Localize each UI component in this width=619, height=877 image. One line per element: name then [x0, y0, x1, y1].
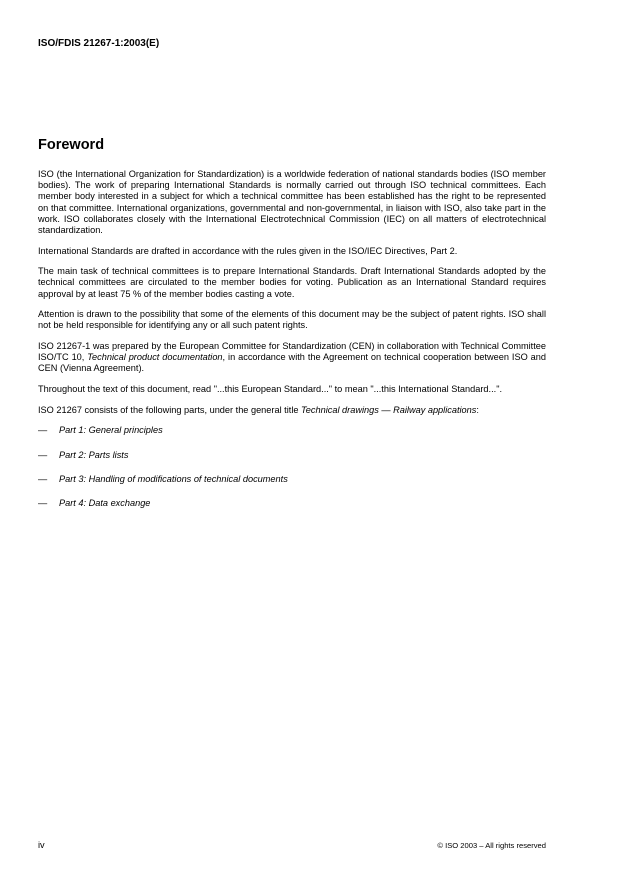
general-title: Technical drawings — Railway applications [301, 404, 477, 415]
parts-intro-text-after: : [476, 404, 479, 415]
paragraph-parts-intro [38, 405, 546, 416]
preparation-text-after: , in accordance with the Agreement on technical cooperation between ISO and CEN (Vienna Agreement). [38, 352, 546, 374]
paragraph-committee-task: The main task of technical committees is to prepare International Standards. Draft International Standards adopted by the technical committees are circulated to the member bodies for voting. Publication as an International Standard requires approval by at least 75 % of the member bodies casting a vote. [38, 266, 546, 299]
part-title: Part 2: Parts lists [59, 449, 129, 460]
parts-intro-text-before: ISO 21267 consists of the following parts, under the general title [38, 404, 302, 415]
page-number: iv [38, 840, 45, 850]
paragraph-reading-note: Throughout the text of this document, read "...this European Standard..." to mean "...this International Standard...". [38, 384, 503, 394]
preparation-text-before: ISO 21267-1 was prepared by the European Committee for Standardization (CEN) in collaboration with Technical Committee ISO/TC 10, [38, 341, 546, 363]
dash-marker: — [38, 449, 48, 460]
part-title: Part 4: Data exchange [59, 498, 151, 509]
section-title: Foreword [38, 137, 105, 153]
document-identifier: ISO/FDIS 21267-1:2003(E) [38, 38, 160, 49]
copyright-notice: © ISO 2003 – All rights reserved [437, 841, 546, 850]
list-item [38, 425, 546, 436]
parts-list [38, 425, 546, 509]
paragraph-drafting-rules: International Standards are drafted in accordance with the rules given in the ISO/IEC Directives, Part 2. [38, 245, 458, 256]
part-title: Part 3: Handling of modifications of technical documents [59, 473, 288, 484]
paragraph-preparation [38, 341, 546, 375]
foreword-body [38, 169, 546, 523]
part-title: Part 1: General principles [59, 425, 163, 436]
committee-title: Technical product documentation [87, 352, 223, 363]
dash-marker: — [38, 498, 48, 509]
dash-marker: — [38, 425, 48, 436]
paragraph-patent-notice: Attention is drawn to the possibility that some of the elements of this document may be the subject of patent rights. ISO shall not be held responsible for identifying any or all such patent rights. [38, 309, 546, 331]
paragraph-iso-intro: ISO (the International Organization for Standardization) is a worldwide federation of national standards bodies (ISO member bodies). The work of preparing International Standards is normally carried out through ISO technical committees. Each member body interested in a subject for which a technical committee has been established has the right to be represented on that committee. International organizations, governmental and non-governmental, in liaison with ISO, also take part in the work. ISO collaborates closely with the International Electrotechnical Commission (IEC) on all matters of electrotechnical standardization. [38, 169, 546, 236]
list-item [38, 474, 546, 485]
list-item [38, 450, 546, 461]
list-item [38, 498, 546, 509]
dash-marker: — [38, 473, 48, 484]
